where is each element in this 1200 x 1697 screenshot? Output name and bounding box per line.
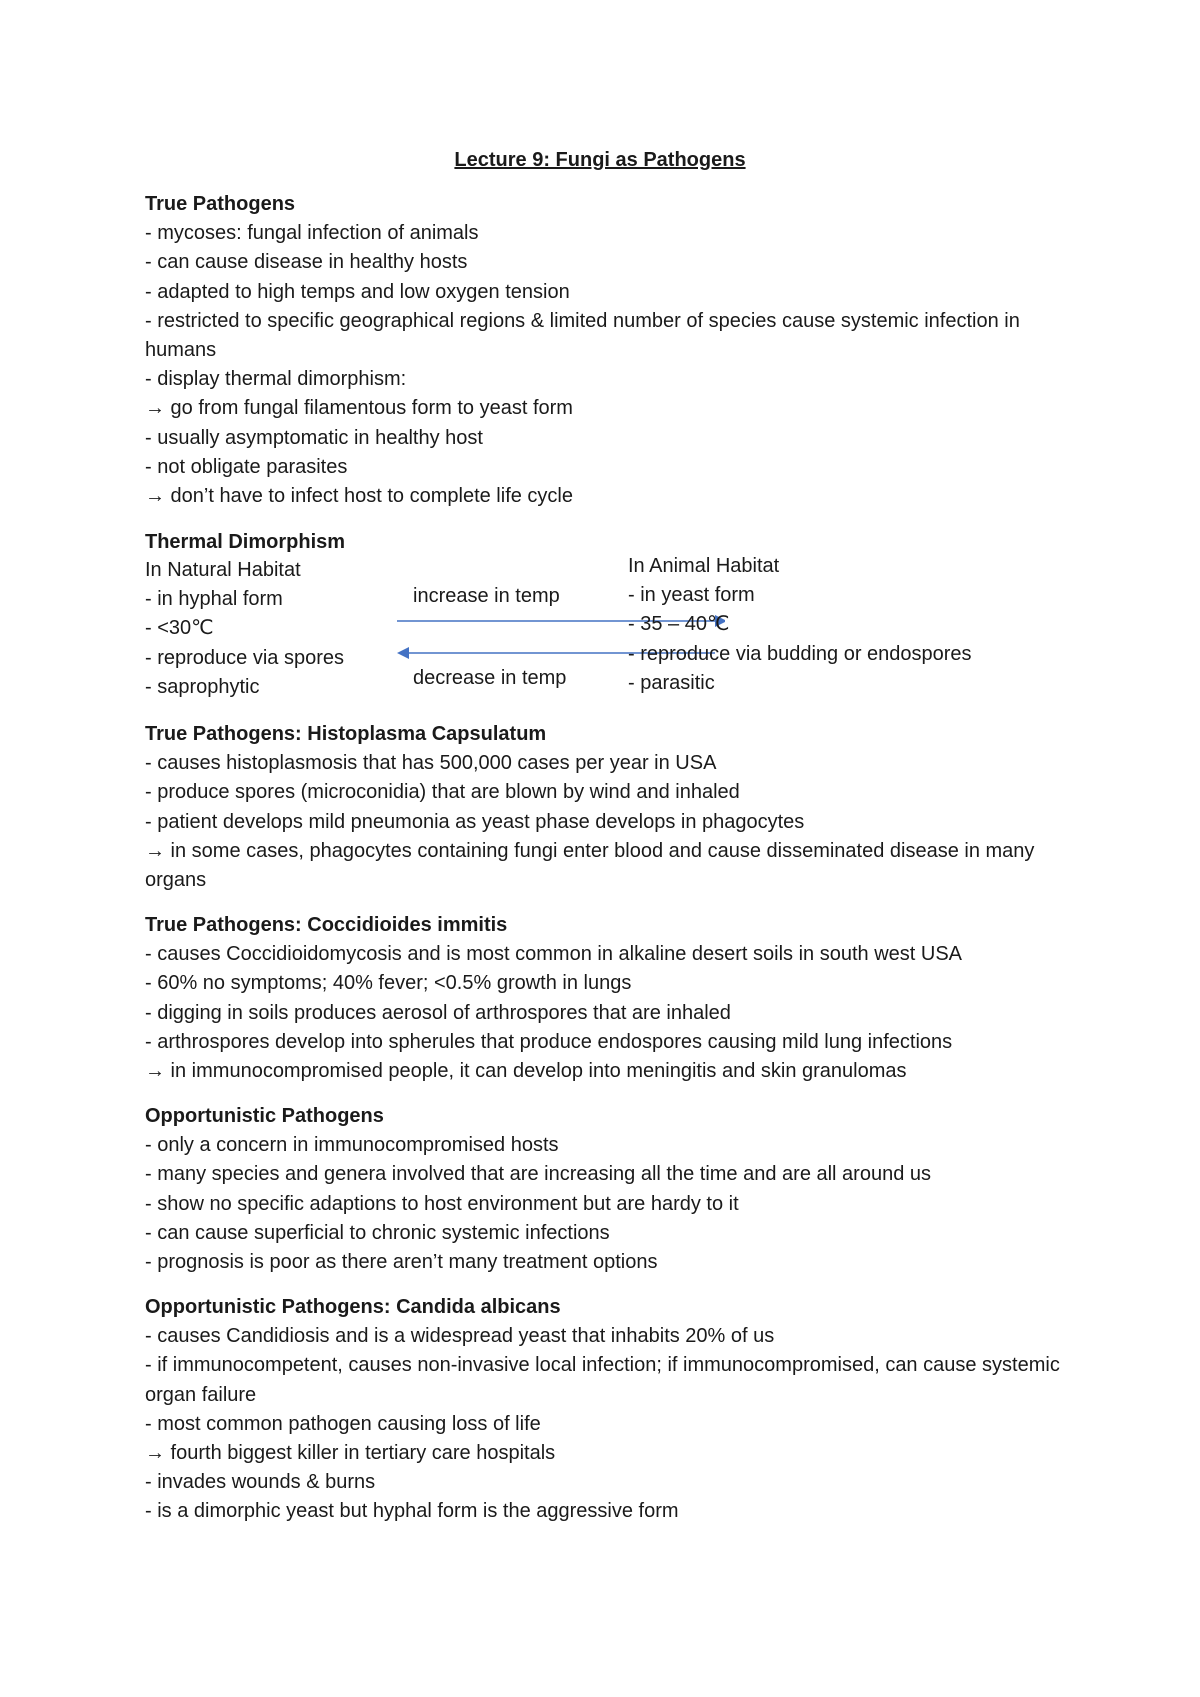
bullet-line: - can cause superficial to chronic systemic infections <box>145 1221 610 1244</box>
natural-habitat-title: In Natural Habitat <box>145 559 301 581</box>
section-coccidioides <box>145 911 1065 1086</box>
bullet-line: - prognosis is poor as there aren’t many treatment options <box>145 1251 658 1274</box>
bullet-line: - only a concern in immunocompromised hosts <box>145 1134 559 1157</box>
bullet-line: - reproduce via spores <box>145 646 344 669</box>
section-opportunistic <box>145 1102 1065 1277</box>
increase-temp-label: increase in temp <box>413 585 560 607</box>
animal-habitat-column <box>628 552 1048 698</box>
arrow-line: → don’t have to infect host to complete life cycle <box>145 485 573 508</box>
bullet-line: - invades wounds & burns <box>145 1471 376 1494</box>
natural-habitat-column <box>145 556 405 702</box>
section-heading: Opportunistic Pathogens: Candida albicans <box>145 1296 561 1318</box>
section-heading: True Pathogens <box>145 193 296 215</box>
bullet-line: - 60% no symptoms; 40% fever; <0.5% growth in lungs <box>145 972 632 995</box>
page-title: Lecture 9: Fungi as Pathogens <box>454 149 746 171</box>
bullet-line: - in yeast form <box>628 584 755 607</box>
section-candida <box>145 1293 1065 1527</box>
bullet-line: - can cause disease in healthy hosts <box>145 251 468 274</box>
bullet-line: - most common pathogen causing loss of life <box>145 1412 541 1435</box>
bullet-line: - <30℃ <box>145 617 214 640</box>
arrow-line: → go from fungal filamentous form to yeast form <box>145 397 573 420</box>
arrow-line: → in immunocompromised people, it can develop into meningitis and skin granulomas <box>145 1060 907 1083</box>
bullet-line: - adapted to high temps and low oxygen tension <box>145 280 570 303</box>
decrease-temp-label: decrease in temp <box>413 667 567 689</box>
bullet-line: - if immunocompetent, causes non-invasive local infection; if immunocompromised, can cause systemic organ failure <box>145 1354 1060 1406</box>
section-heading: Opportunistic Pathogens <box>145 1105 384 1127</box>
bullet-line: - produce spores (microconidia) that are blown by wind and inhaled <box>145 781 740 804</box>
bullet-line: - digging in soils produces aerosol of arthrospores that are inhaled <box>145 1001 731 1024</box>
dimorphism-diagram <box>145 528 1065 708</box>
section-histoplasma <box>145 720 1065 895</box>
bullet-line: - causes Candidiosis and is a widespread yeast that inhabits 20% of us <box>145 1325 775 1348</box>
animal-habitat-title: In Animal Habitat <box>628 555 780 577</box>
bullet-line: - 35 – 40℃ <box>628 613 730 636</box>
bullet-line: - show no specific adaptions to host environment but are hardy to it <box>145 1192 739 1215</box>
bullet-line: - causes histoplasmosis that has 500,000 cases per year in USA <box>145 752 717 775</box>
section-heading: True Pathogens: Histoplasma Capsulatum <box>145 723 547 745</box>
bullet-line: - arthrospores develop into spherules that produce endospores causing mild lung infections <box>145 1030 953 1053</box>
bullet-line: - many species and genera involved that are increasing all the time and are all around us <box>145 1163 932 1186</box>
decrease-arrowhead <box>397 647 409 659</box>
arrow-line: → in some cases, phagocytes containing fungi enter blood and cause disseminated disease in many organs <box>145 839 1035 892</box>
section-heading: True Pathogens: Coccidioides immitis <box>145 914 508 936</box>
bullet-line: - usually asymptomatic in healthy host <box>145 426 483 449</box>
section-true-pathogens <box>145 190 1065 511</box>
bullet-line: - causes Coccidioidomycosis and is most common in alkaline desert soils in south west USA <box>145 943 963 966</box>
bullet-line: - reproduce via budding or endospores <box>628 642 972 665</box>
bullet-line: - restricted to specific geographical regions & limited number of species cause systemic infection in humans <box>145 309 1020 362</box>
bullet-line: - in hyphal form <box>145 588 283 611</box>
bullet-line: - display thermal dimorphism: <box>145 368 407 391</box>
bullet-line: - not obligate parasites <box>145 455 348 478</box>
section-heading: Thermal Dimorphism <box>145 531 346 553</box>
bullet-line: - parasitic <box>628 671 715 694</box>
arrow-line: → fourth biggest killer in tertiary care hospitals <box>145 1442 556 1465</box>
bullet-line: - mycoses: fungal infection of animals <box>145 222 479 245</box>
bullet-line: - patient develops mild pneumonia as yeast phase develops in phagocytes <box>145 810 805 833</box>
bullet-line: - saprophytic <box>145 675 260 698</box>
bullet-line: - is a dimorphic yeast but hyphal form is the aggressive form <box>145 1500 679 1523</box>
